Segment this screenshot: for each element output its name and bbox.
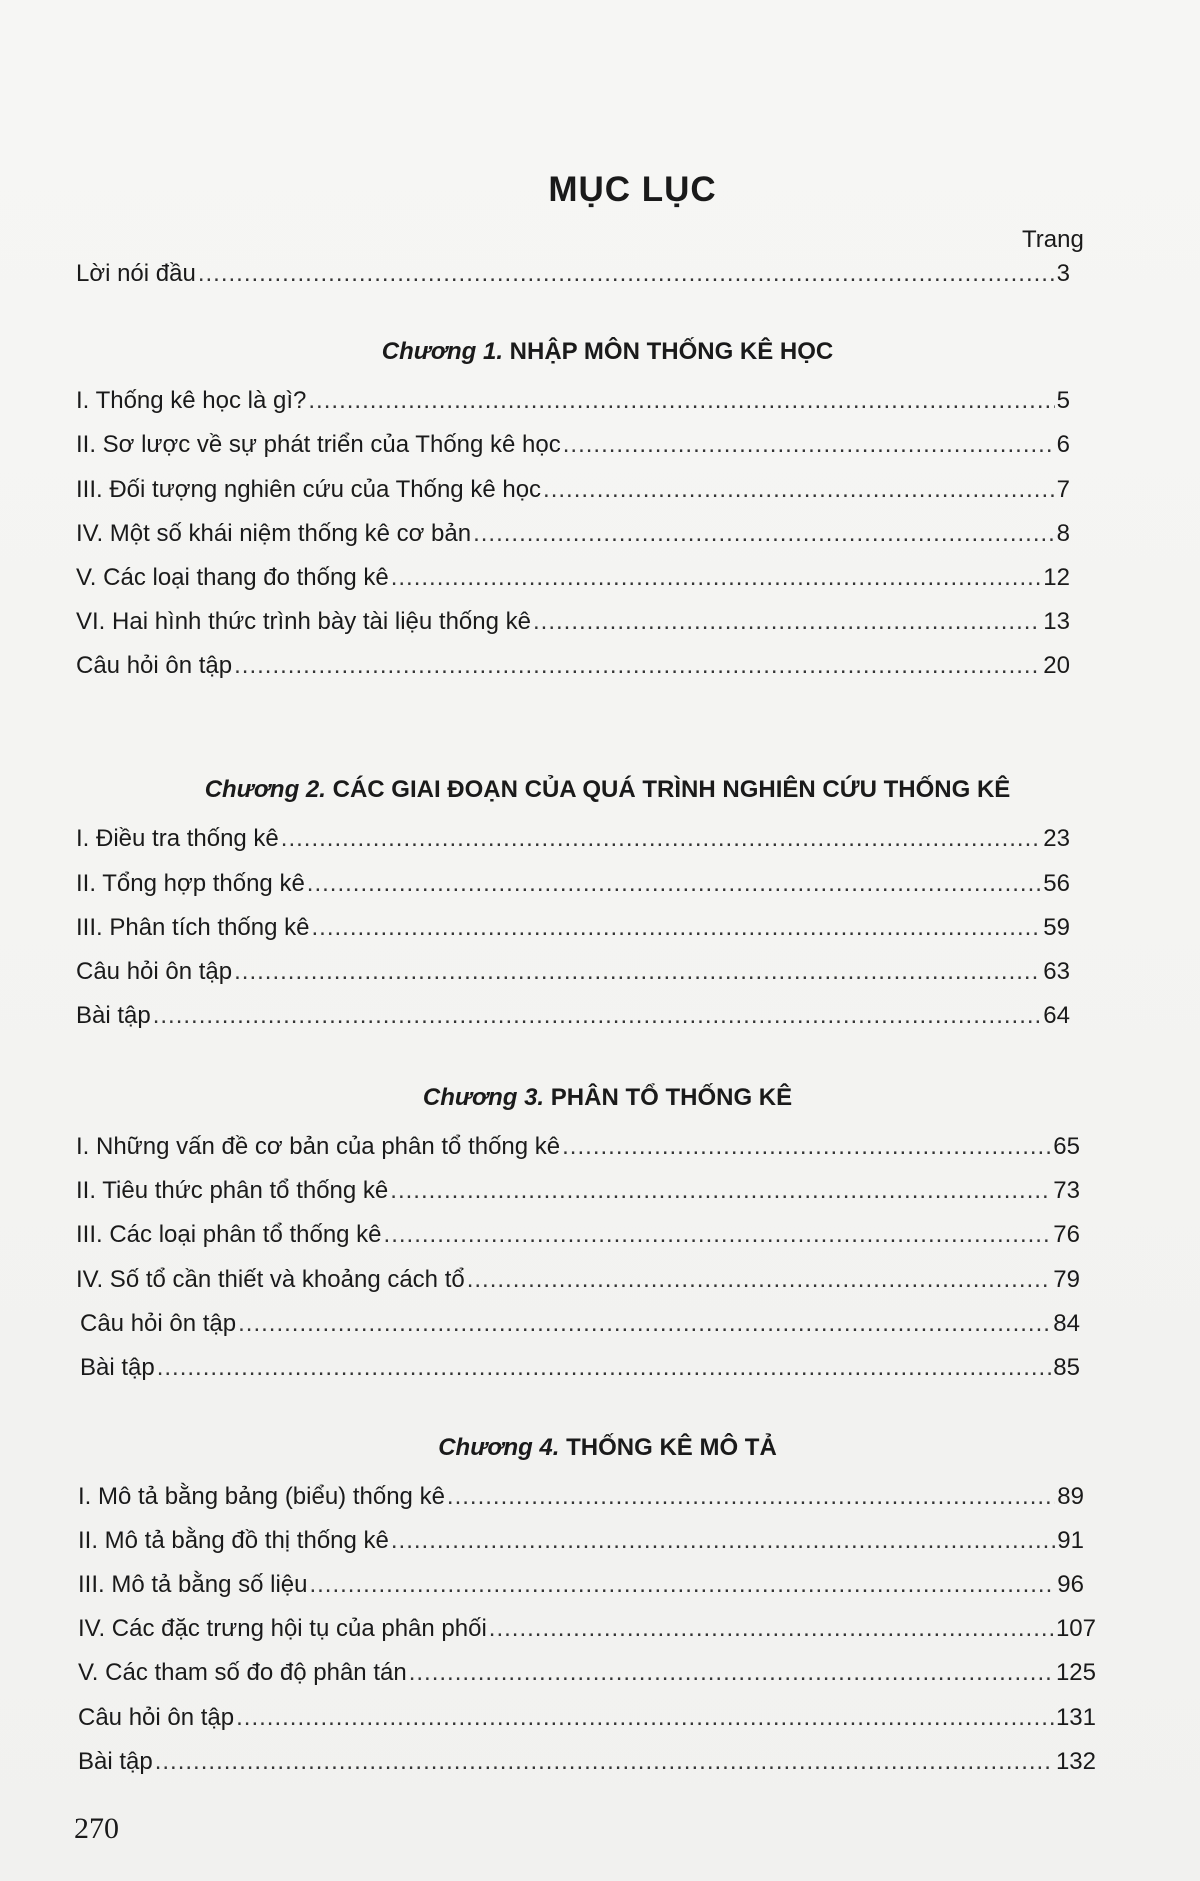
toc-entry[interactable] (76, 1131, 1080, 1163)
toc-entry[interactable] (78, 1657, 1096, 1689)
dot-leader (391, 562, 1042, 594)
page-column-header: Trang (1022, 226, 1084, 253)
chapter-title: CÁC GIAI ĐOẠN CỦA QUÁ TRÌNH NGHIÊN CỨU THỐNG KÊ (332, 776, 1011, 803)
toc-entry-label: II. Sơ lược về sự phát triển của Thống kê học (76, 431, 561, 458)
toc-entry-page: 23 (1043, 825, 1070, 852)
chapter-3-heading (0, 1084, 1200, 1112)
chapter-1-heading (0, 338, 1200, 366)
toc-entry-label: Bài tập (78, 1748, 153, 1775)
toc-entry-page: 59 (1043, 914, 1070, 941)
toc-entry-label: Lời nói đầu (76, 260, 196, 287)
toc-entry-label: I. Mô tả bằng bảng (biểu) thống kê (78, 1483, 445, 1510)
toc-entry-page: 125 (1055, 1659, 1096, 1686)
toc-entry-page: 107 (1055, 1615, 1096, 1642)
toc-entry-page: 12 (1043, 564, 1070, 591)
toc-entry[interactable] (76, 606, 1070, 638)
toc-entry-page: 7 (1056, 476, 1070, 503)
toc-entry-page: 64 (1043, 1002, 1070, 1029)
toc-entry-label: Câu hỏi ôn tập (76, 958, 233, 985)
dot-leader (543, 474, 1055, 506)
toc-entry[interactable] (78, 1569, 1084, 1601)
toc-entry-label: V. Các loại thang đo thống kê (76, 564, 389, 591)
toc-entry-page: 6 (1056, 431, 1070, 458)
toc-entry[interactable] (76, 1000, 1070, 1032)
toc-entry-page: 73 (1053, 1177, 1080, 1204)
toc-entry[interactable] (76, 429, 1070, 461)
dot-leader (234, 650, 1041, 682)
toc-entry-label: III. Phân tích thống kê (76, 914, 310, 941)
toc-entry-label: II. Tiêu thức phân tổ thống kê (76, 1177, 389, 1204)
toc-entry-page: 20 (1043, 652, 1070, 679)
toc-entry[interactable] (76, 912, 1070, 944)
toc-entry-page: 5 (1056, 387, 1070, 414)
dot-leader (467, 1264, 1052, 1296)
toc-entry[interactable] (76, 956, 1070, 988)
dot-leader (157, 1352, 1052, 1384)
toc-entry-label: I. Những vấn đề cơ bản của phân tổ thống kê (76, 1133, 561, 1160)
toc-entry-page: 3 (1056, 260, 1070, 287)
toc-entry-page: 131 (1055, 1704, 1096, 1731)
toc-entry[interactable] (76, 868, 1070, 900)
toc-entry[interactable] (76, 1264, 1080, 1296)
dot-leader (384, 1219, 1052, 1251)
toc-entry-label: VI. Hai hình thức trình bày tài liệu thống kê (76, 608, 531, 635)
toc-entry-label: I. Thống kê học là gì? (76, 387, 307, 414)
toc-entry[interactable] (76, 562, 1070, 594)
toc-entry[interactable] (80, 1308, 1080, 1340)
toc-entry[interactable] (78, 1481, 1084, 1513)
page-title: MỤC LỤC (548, 170, 717, 209)
chapter-title: PHÂN TỔ THỐNG KÊ (550, 1084, 793, 1111)
dot-leader (473, 518, 1055, 550)
dot-leader (489, 1613, 1054, 1645)
toc-entry-label: II. Mô tả bằng đồ thị thống kê (78, 1527, 389, 1554)
toc-entry[interactable] (80, 1352, 1080, 1384)
chapter-prefix: Chương 3. (422, 1084, 545, 1111)
toc-entry-label: I. Điều tra thống kê (76, 825, 279, 852)
toc-entry-page: 56 (1043, 870, 1070, 897)
dot-leader (409, 1657, 1054, 1689)
chapter-prefix: Chương 4. (438, 1434, 560, 1461)
dot-leader (236, 1702, 1054, 1734)
toc-entry[interactable] (76, 385, 1070, 417)
dot-leader (390, 1175, 1051, 1207)
dot-leader (562, 1131, 1051, 1163)
toc-entry[interactable] (78, 1702, 1096, 1734)
toc-entry-label: IV. Các đặc trưng hội tụ của phân phối (78, 1615, 487, 1642)
dot-leader (238, 1308, 1051, 1340)
dot-leader (311, 912, 1041, 944)
toc-entry-label: Bài tập (76, 1002, 151, 1029)
toc-entry-label: III. Đối tượng nghiên cứu của Thống kê học (76, 476, 542, 503)
page-number: 270 (74, 1812, 119, 1845)
toc-entry-label: IV. Số tổ cần thiết và khoảng cách tổ (76, 1266, 465, 1293)
dot-leader (533, 606, 1041, 638)
toc-entry-page: 132 (1055, 1748, 1096, 1775)
toc-entry-intro[interactable] (76, 258, 1070, 290)
toc-entry[interactable] (76, 474, 1070, 506)
toc-entry[interactable] (76, 1175, 1080, 1207)
toc-entry[interactable] (78, 1613, 1096, 1645)
toc-entry-page: 13 (1043, 608, 1070, 635)
toc-entry-page: 79 (1053, 1266, 1080, 1293)
chapter-prefix: Chương 1. (381, 338, 503, 365)
dot-leader (447, 1481, 1055, 1513)
dot-leader (198, 258, 1055, 290)
toc-entry-page: 76 (1053, 1221, 1080, 1248)
toc-entry-label: III. Các loại phân tổ thống kê (76, 1221, 382, 1248)
dot-leader (391, 1525, 1055, 1557)
chapter-4-heading (0, 1434, 1200, 1462)
toc-entry-label: V. Các tham số đo độ phân tán (78, 1659, 407, 1686)
dot-leader (153, 1000, 1042, 1032)
toc-entry-label: Câu hỏi ôn tập (76, 652, 233, 679)
chapter-title: THỐNG KÊ MÔ TẢ (566, 1434, 777, 1461)
toc-entry-page: 85 (1053, 1354, 1080, 1381)
toc-entry-page: 63 (1043, 958, 1070, 985)
dot-leader (155, 1746, 1054, 1778)
toc-entry[interactable] (78, 1525, 1084, 1557)
chapter-2-heading (0, 776, 1200, 804)
toc-entry[interactable] (76, 650, 1070, 682)
toc-entry-page: 96 (1057, 1571, 1084, 1598)
chapter-prefix: Chương 2. (204, 776, 326, 803)
toc-entry-label: Bài tập (80, 1354, 155, 1381)
toc-entry[interactable] (78, 1746, 1096, 1778)
toc-entry-page: 89 (1057, 1483, 1084, 1510)
dot-leader (281, 823, 1042, 855)
dot-leader (309, 1569, 1055, 1601)
toc-entry-page: 65 (1053, 1133, 1080, 1160)
dot-leader (563, 429, 1055, 461)
chapter-title: NHẬP MÔN THỐNG KÊ HỌC (509, 338, 834, 365)
toc-entry-label: III. Mô tả bằng số liệu (78, 1571, 308, 1598)
dot-leader (308, 385, 1054, 417)
toc-entry-label: II. Tổng hợp thống kê (76, 870, 305, 897)
toc-entry-page: 84 (1053, 1310, 1080, 1337)
toc-entry[interactable] (76, 1219, 1080, 1251)
toc-entry[interactable] (76, 823, 1070, 855)
toc-entry-label: IV. Một số khái niệm thống kê cơ bản (76, 520, 472, 547)
dot-leader (307, 868, 1042, 900)
toc-entry-label: Câu hỏi ôn tập (78, 1704, 235, 1731)
toc-entry-label: Câu hỏi ôn tập (80, 1310, 237, 1337)
toc-entry[interactable] (76, 518, 1070, 550)
dot-leader (234, 956, 1041, 988)
toc-entry-page: 91 (1057, 1527, 1084, 1554)
toc-entry-page: 8 (1056, 520, 1070, 547)
